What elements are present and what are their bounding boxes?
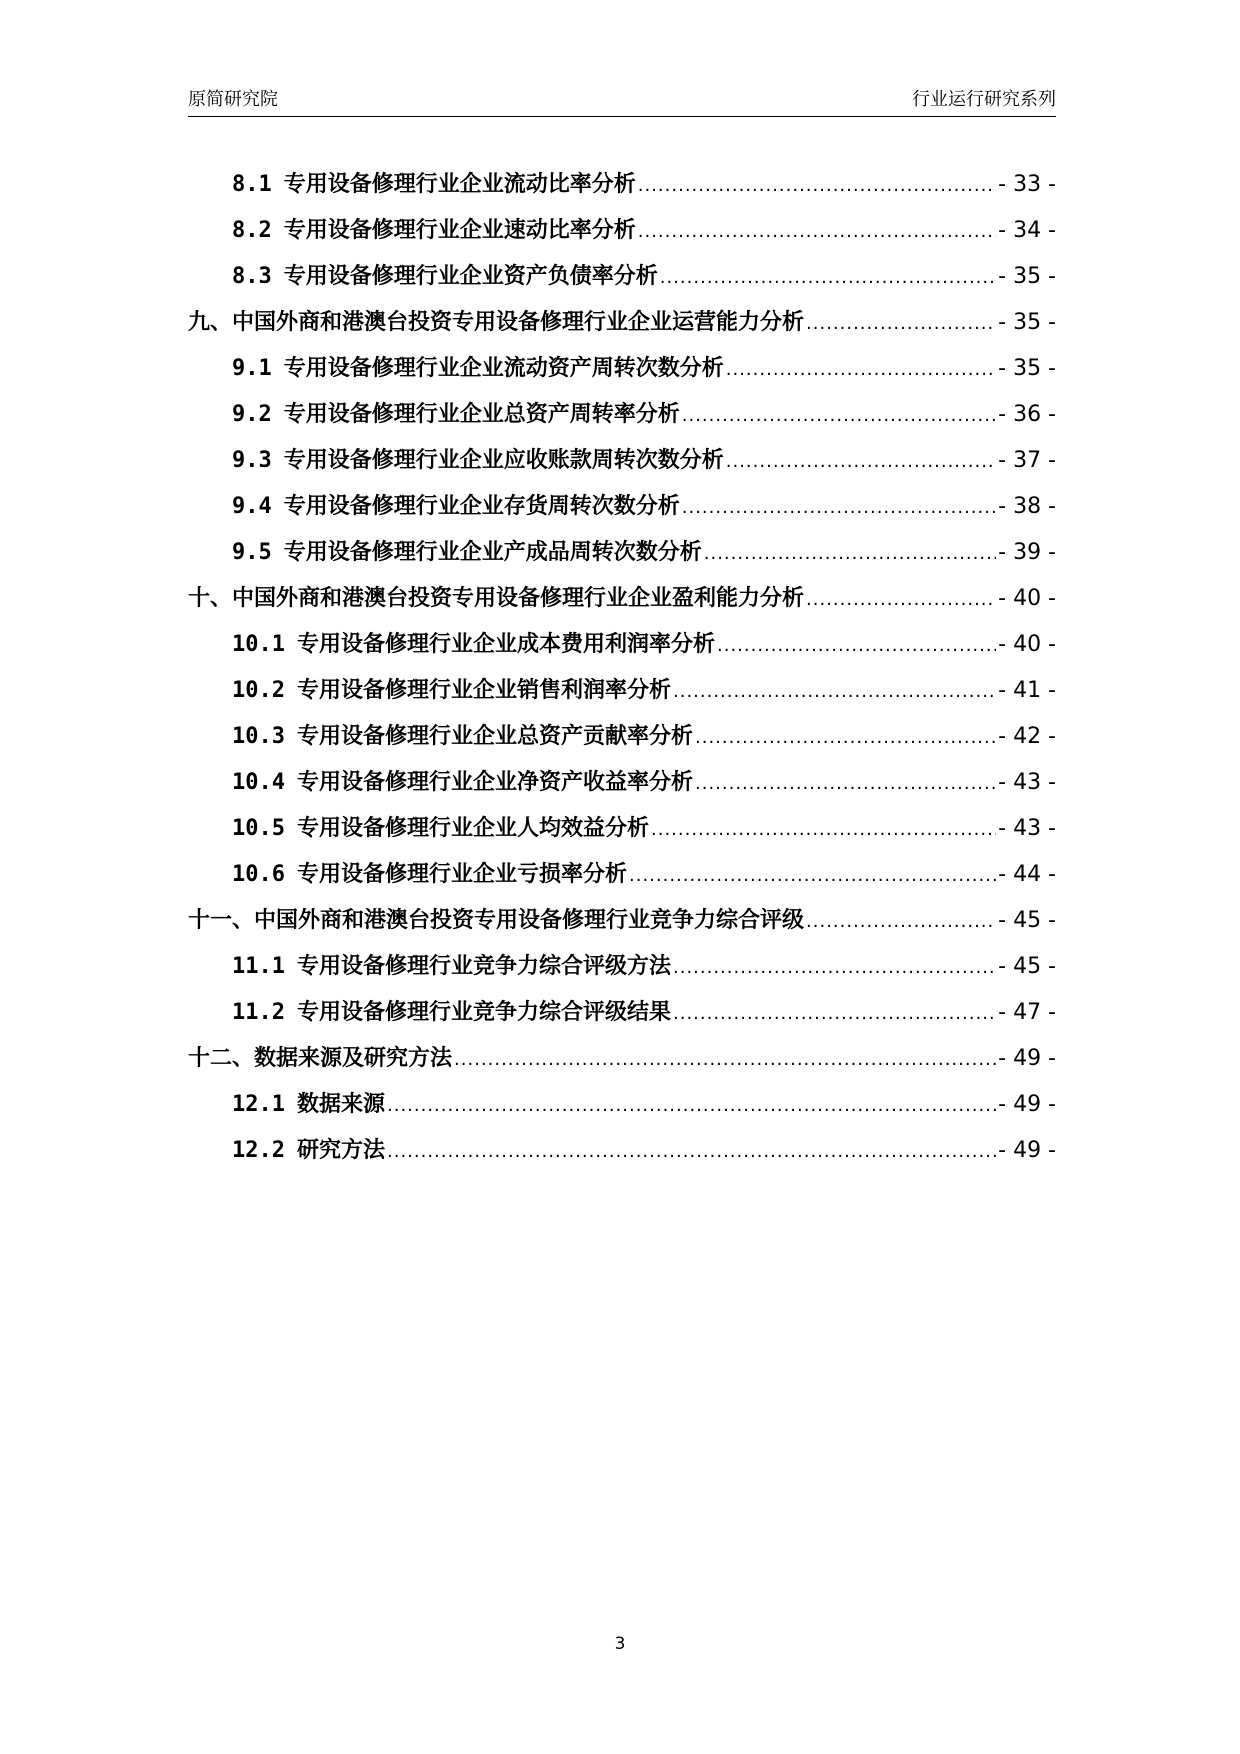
toc-dot-leader [806,907,996,937]
toc-entry[interactable] [188,814,1056,860]
toc-dot-leader [660,263,996,293]
toc-entry-number: 10.5 [232,816,285,841]
toc-entry-title: 专用设备修理行业企业总资产周转率分析 [283,402,680,427]
toc-entry-page: - 34 - [998,218,1056,243]
toc-dot-leader [717,631,996,661]
toc-entry[interactable] [188,216,1056,262]
toc-entry-page: - 45 - [998,954,1056,979]
toc-entry[interactable] [188,676,1056,722]
toc-entry-title: 专用设备修理行业企业成本费用利润率分析 [296,632,715,657]
toc-entry-page: - 38 - [998,494,1056,519]
toc-entry-title: 专用设备修理行业企业销售利润率分析 [296,678,671,703]
toc-entry-number: 8.1 [232,172,272,197]
toc-entry[interactable] [188,262,1056,308]
toc-entry-title: 专用设备修理行业企业总资产贡献率分析 [296,724,693,749]
toc-entry-title: 专用设备修理行业竞争力综合评级方法 [296,954,671,979]
toc-entry-page: - 33 - [998,172,1056,197]
toc-entry-title: 专用设备修理行业企业亏损率分析 [296,862,627,887]
toc-dot-leader [806,309,996,339]
toc-entry[interactable] [188,492,1056,538]
toc-entry[interactable] [188,308,1056,354]
toc-dot-leader [682,401,996,431]
toc-entry-title: 专用设备修理行业企业流动比率分析 [283,172,636,197]
toc-entry-page: - 49 - [998,1138,1056,1163]
toc-entry[interactable] [188,400,1056,446]
toc-dot-leader [673,999,996,1029]
toc-dot-leader [695,769,996,799]
toc-entry[interactable] [188,998,1056,1044]
toc-entry-page: - 35 - [998,264,1056,289]
toc-entry-title: 专用设备修理行业企业人均效益分析 [296,816,649,841]
toc-dot-leader [454,1045,996,1075]
toc-entry-title: 专用设备修理行业企业净资产收益率分析 [296,770,693,795]
toc-entry-title: 专用设备修理行业企业资产负债率分析 [283,264,658,289]
toc-dot-leader [638,217,996,247]
toc-dot-leader [682,493,996,523]
toc-entry-page: - 43 - [998,770,1056,795]
toc-entry-title: 中国外商和港澳台投资专用设备修理行业企业运营能力分析 [232,310,805,335]
toc-entry-number: 9.4 [232,494,272,519]
toc-entry-title: 专用设备修理行业竞争力综合评级结果 [296,1000,671,1025]
toc-entry[interactable] [188,170,1056,216]
toc-entry-number: 8.2 [232,218,272,243]
header-series: 行业运行研究系列 [912,89,1056,110]
toc-entry-page: - 43 - [998,816,1056,841]
toc-entry-number: 12.1 [232,1092,285,1117]
toc-entry-page: - 42 - [998,724,1056,749]
toc-entry[interactable] [188,1136,1056,1182]
toc-dot-leader [704,539,996,569]
toc-dot-leader [673,953,996,983]
toc-dot-leader [651,815,996,845]
toc-entry[interactable] [188,630,1056,676]
toc-dot-leader [629,861,996,891]
toc-dot-leader [726,447,996,477]
toc-entry-title: 专用设备修理行业企业速动比率分析 [283,218,636,243]
toc-entry-page: - 49 - [998,1092,1056,1117]
toc-dot-leader [387,1091,996,1121]
toc-entry-number: 11.2 [232,1000,285,1025]
toc-entry-title: 研究方法 [296,1138,385,1163]
toc-entry-number: 10.1 [232,632,285,657]
toc-entry-number: 10.4 [232,770,285,795]
toc-entry-number: 9.3 [232,448,272,473]
toc-entry-number: 10.3 [232,724,285,749]
toc-entry[interactable] [188,1090,1056,1136]
toc-entry-page: - 39 - [998,540,1056,565]
toc-dot-leader [806,585,996,615]
toc-entry-number: 9.1 [232,356,272,381]
toc-entry-title: 专用设备修理行业企业应收账款周转次数分析 [283,448,724,473]
toc-entry-number: 11.1 [232,954,285,979]
toc-entry-page: - 44 - [998,862,1056,887]
toc-entry[interactable] [188,768,1056,814]
toc-entry-title: 专用设备修理行业企业产成品周转次数分析 [283,540,702,565]
toc-entry-page: - 35 - [998,310,1056,335]
toc-entry-page: - 40 - [998,586,1056,611]
toc-entry[interactable] [188,906,1056,952]
toc-entry[interactable] [188,860,1056,906]
toc-entry-number: 十、 [188,586,233,611]
toc-entry-page: - 41 - [998,678,1056,703]
toc-entry[interactable] [188,538,1056,584]
toc-dot-leader [673,677,996,707]
toc-entry-page: - 36 - [998,402,1056,427]
toc-entry[interactable] [188,354,1056,400]
toc-entry-number: 10.2 [232,678,285,703]
toc-entry-page: - 49 - [998,1046,1056,1071]
toc-dot-leader [387,1137,996,1167]
toc-entry-title: 数据来源及研究方法 [254,1046,453,1071]
toc-entry-number: 12.2 [232,1138,285,1163]
toc-entry-number: 九、 [188,310,233,335]
toc-dot-leader [695,723,996,753]
toc-entry-page: - 45 - [998,908,1056,933]
toc-entry-title: 中国外商和港澳台投资专用设备修理行业竞争力综合评级 [254,908,805,933]
toc-entry-number: 8.3 [232,264,272,289]
toc-entry-title: 数据来源 [296,1092,385,1117]
page-header [188,86,1056,117]
toc-entry-number: 9.2 [232,402,272,427]
toc-entry[interactable] [188,446,1056,492]
toc-entry-page: - 40 - [998,632,1056,657]
toc-entry-number: 10.6 [232,862,285,887]
header-publisher: 原简研究院 [188,89,278,110]
toc-entry[interactable] [188,952,1056,998]
toc-dot-leader [638,171,996,201]
toc-entry-page: - 35 - [998,356,1056,381]
toc-entry-title: 专用设备修理行业企业流动资产周转次数分析 [283,356,724,381]
toc-entry-number: 十一、 [188,908,255,933]
toc-entry[interactable] [188,1044,1056,1090]
toc-entry-title: 专用设备修理行业企业存货周转次数分析 [283,494,680,519]
toc-entry-page: - 47 - [998,1000,1056,1025]
toc-entry-number: 十二、 [188,1046,255,1071]
page-number: 3 [614,1634,626,1654]
toc-entry[interactable] [188,584,1056,630]
toc-dot-leader [726,355,996,385]
table-of-contents [188,170,1056,1182]
toc-entry[interactable] [188,722,1056,768]
toc-entry-title: 中国外商和港澳台投资专用设备修理行业企业盈利能力分析 [232,586,805,611]
toc-entry-number: 9.5 [232,540,272,565]
toc-entry-page: - 37 - [998,448,1056,473]
